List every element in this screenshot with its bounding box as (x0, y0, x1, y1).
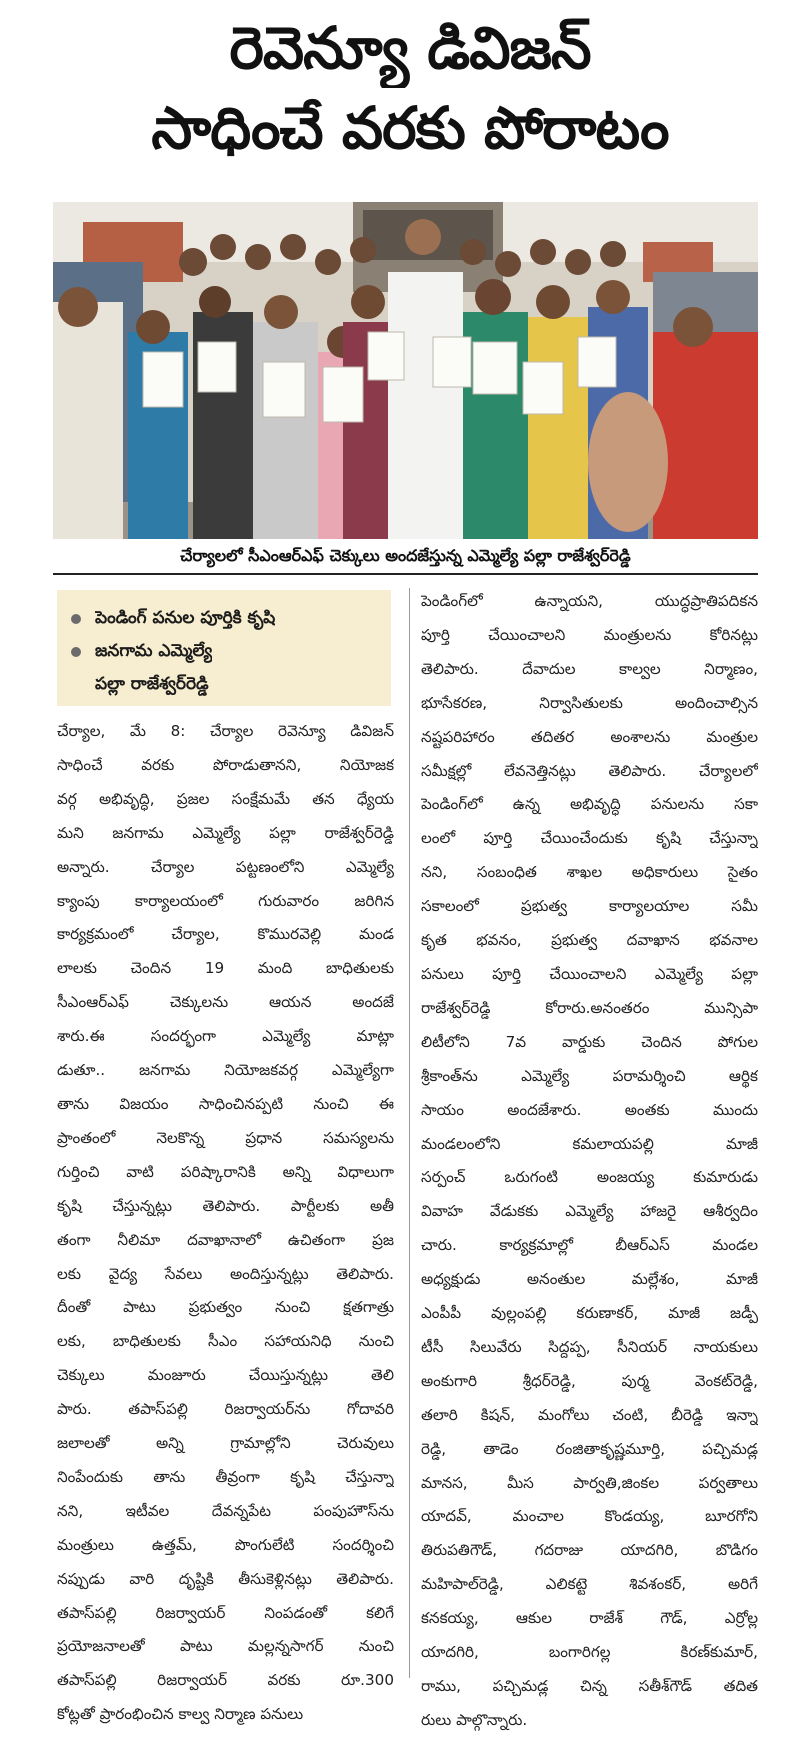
bullet-dot-icon (71, 647, 81, 657)
article-line: కనకయ్య, ఆకుల రాజేశ్ గౌడ్, ఎర్రోల్ల (421, 1609, 758, 1628)
article-line: క్యాంపు కార్యాలయంలో గురువారం జరిగిన (57, 891, 394, 910)
highlight-item: జనగామ ఎమ్మెల్యే (69, 635, 381, 668)
article-line: రులు పాల్గొన్నారు. (421, 1710, 528, 1729)
highlight-subline: పల్లా రాజేశ్వర్‌రెడ్డి (95, 674, 209, 694)
article-line: లిటీలోని 7వ వార్డుకు చెందిన పోగుల (421, 1032, 758, 1051)
article-line: రాజేశ్వర్‌రెడ్డి కోరారు.అనంతరం మున్సిపా (421, 998, 758, 1017)
article-line: ప్రయోజనాలతో పాటు మల్లన్నసాగర్ నుంచి (57, 1637, 394, 1656)
article-column-2 (421, 585, 758, 1738)
article-line: పనులు పూర్తి చేయించాలని ఎమ్మెల్యే పల్లా (421, 964, 758, 983)
highlight-item: పెండింగ్ పనుల పూర్తికి కృషి (69, 602, 381, 635)
article-line: లాలకు చెందిన 19 మంది బాధితులకు (57, 959, 394, 978)
article-line: యాదవ్, మంచాల కొండయ్య, బూరగోని (421, 1507, 758, 1526)
headline-line-2: సాధించే వరకు పోరాటం (151, 94, 669, 162)
article-line: చేర్యాల, మే 8: చేర్యాల రెవెన్యూ డివిజన్ (57, 722, 394, 740)
headline-line-1: రెవెన్యూ డివిజన్ (229, 14, 591, 82)
article-line: పూర్తి చేయించాలని మంత్రులను కోరినట్లు (421, 625, 758, 644)
article-line: కార్యక్రమంలో చేర్యాల, కొమురవెల్లి మండ (57, 925, 394, 944)
article-line: సమీక్షల్లో లేవనెత్తినట్లు తెలిపారు. చేర్యాలలో (421, 761, 758, 780)
article-line: కృషి చేస్తున్నట్లు తెలిపారు. పార్టీలకు అతీ (57, 1196, 394, 1215)
article-line: రెడ్డి, తాడెం రంజితాకృష్ణమూర్తి, పచ్చిమడ్ల (421, 1439, 758, 1458)
article-line: చారు. కార్యక్రమాల్లో బీఆర్ఎస్ మండల (421, 1236, 758, 1255)
article-line: నని, సంబంధిత శాఖల అధికారులు సైతం (421, 863, 758, 882)
article-line: ప్రాంతంలో నెలకొన్న ప్రధాన సమస్యలను (57, 1128, 394, 1147)
article-line: నింపేందుకు తాను తీవ్రంగా కృషి చేస్తున్నా (57, 1467, 394, 1486)
article-line: జలాలతో అన్ని గ్రామాల్లోని చెరువులు (57, 1434, 394, 1453)
article-line: తిరుపతిగౌడ్, గదరాజు యాదగిరి, బొడిగం (421, 1541, 758, 1560)
article-line: రాము, పచ్చిమడ్ల చిన్న సతీశ్‌గౌడ్ తదిత (421, 1677, 758, 1695)
article-line: డుతూ.. జనగామ నియోజకవర్గ ఎమ్మెల్యేగా (57, 1061, 394, 1080)
article-line: ఎంపీపీ వుల్లంపల్లి కరుణాకర్, మాజీ జడ్పీ (421, 1304, 758, 1323)
highlights-box (57, 590, 391, 706)
article-line: అంకుగారి శ్రీధర్‌రెడ్డి, పుర్మ వెంకట్‌రెడ్డి, (421, 1371, 758, 1390)
article-line: తాను విజయం సాధించినప్పటి నుంచి ఈ (57, 1094, 394, 1113)
article-line: తెలిపారు. దేవాదుల కాల్వల నిర్మాణం, (421, 659, 758, 678)
article-line: మని జనగామ ఎమ్మెల్యే పల్లా రాజేశ్వర్‌రెడ్డి (57, 823, 394, 842)
article-line: వివాహ వేడుకకు ఎమ్మెల్యే హాజరై ఆశీర్వదిం (421, 1202, 758, 1221)
article-line: సీఎంఆర్ఎఫ్ చెక్కులను ఆయన అందజే (57, 993, 394, 1012)
article-line: సాధించే వరకు పోరాడుతానని, నియోజక (57, 755, 394, 774)
article-line: పెండింగ్‌లో ఉన్నాయని, యుద్ధప్రాతిపదికన (421, 592, 758, 610)
article-line: చెక్కులు మంజూరు చేయిస్తున్నట్లు తెలి (57, 1366, 394, 1385)
article-line: కృత భవనం, ప్రభుత్వ దవాఖాన భవనాల (421, 931, 758, 950)
article-line: శ్రీకాంత్‌ను ఎమ్మెల్యే పరామర్శించి ఆర్థిక (421, 1066, 758, 1085)
article-line: అధ్యక్షుడు అనంతుల మల్లేశం, మాజీ (421, 1270, 758, 1289)
article-line: లకు వైద్య సేవలు అందిస్తున్నట్లు తెలిపారు. (57, 1264, 394, 1283)
article-line: గుర్తించి వాటి పరిష్కారానికి అన్ని విధాలుగా (57, 1162, 394, 1181)
article-line: శారు.ఈ సందర్భంగా ఎమ్మెల్యే మాట్లా (57, 1027, 394, 1046)
article-line: మంత్రులు ఉత్తమ్, పొంగులేటి సందర్శించి (57, 1535, 394, 1554)
article-line: నష్టపరిహారం తదితర అంశాలను మంత్రుల (421, 727, 758, 746)
article-line: తలారి కిషన్, మంగోలు చంటి, బీరెడ్డి ఇన్నా (421, 1405, 758, 1424)
article-line: దీంతో పాటు ప్రభుత్వం నుంచి క్షతగాత్రు (57, 1298, 394, 1317)
article-line: మండలంలోని కమలాయపల్లి మాజీ (421, 1134, 758, 1153)
article-line: నని, ఇటీవల దేవన్నపేట పంపుహౌస్‌ను (57, 1501, 394, 1520)
news-photo (53, 202, 758, 539)
article-line: వర్గ అభివృద్ధి, ప్రజల సంక్షేమమే తన ధ్యేయ (57, 789, 394, 808)
article-line: యాదగిరి, బంగారిగల్ల కిరణ్‌కుమార్, (421, 1643, 758, 1662)
article-line: లంలో పూర్తి చేయించేందుకు కృషి చేస్తున్నా (421, 829, 758, 848)
article-line: భూసేకరణ, నిర్వాసితులకు అందించాల్సిన (421, 693, 758, 712)
article-line: కోట్లతో ప్రారంభించిన కాల్వ నిర్మాణ పనులు (57, 1705, 304, 1724)
article-line: అన్నారు. చేర్యాల పట్టణంలోని ఎమ్మెల్యే (57, 857, 394, 876)
article-line: మానస, మీస పార్వతి,జింకల పర్వతాలు (421, 1473, 758, 1492)
article-line: మహిపాల్‌రెడ్డి, ఎలికట్టె శివశంకర్, అరిగే (421, 1575, 758, 1594)
article-line: లకు, బాధితులకు సీఎం సహాయనిధి నుంచి (57, 1332, 394, 1351)
article-line: తపాస్‌పల్లి రిజర్వాయర్ నింపడంతో కలిగే (57, 1603, 394, 1622)
article-line: సాయం అందజేశారు. అంతకు ముందు (421, 1100, 758, 1119)
article-line: తపాస్‌పల్లి రిజర్వాయర్ వరకు రూ.300 (57, 1671, 394, 1690)
photo-caption: చేర్యాలలో సీఎంఆర్ఎఫ్ చెక్కులు అందజేస్తున్న ఎమ్మెల్యే పల్లా రాజేశ్వర్‌రెడ్డి (180, 546, 631, 565)
article-line: తంగా నీలిమా దవాఖానాలో ఉచితంగా ప్రజ (57, 1230, 394, 1249)
article-line: టీసీ సిలువేరు సిద్దప్ప, సీనియర్ నాయకులు (421, 1337, 758, 1356)
article-line: పారు. తపాస్‌పల్లి రిజర్వాయర్‌ను గోదావరి (57, 1400, 394, 1419)
article-line: సర్పంచ్ ఒరుగంటి అంజయ్య కుమారుడు (421, 1168, 758, 1187)
article-line: సకాలంలో ప్రభుత్వ కార్యాలయాల సమీ (421, 897, 758, 916)
column-divider (409, 588, 410, 1678)
bullet-dot-icon (71, 614, 81, 624)
article-column-1 (57, 715, 394, 1732)
article-line: పెండింగ్‌లో ఉన్న అభివృద్ధి పనులను సకా (421, 795, 758, 814)
headline (50, 8, 770, 168)
divider (53, 573, 758, 575)
article-line: నప్పుడు వారి దృష్టికి తీసుకెళ్లినట్లు తెలిపారు. (57, 1569, 394, 1588)
group-photo-illustration (53, 202, 758, 539)
